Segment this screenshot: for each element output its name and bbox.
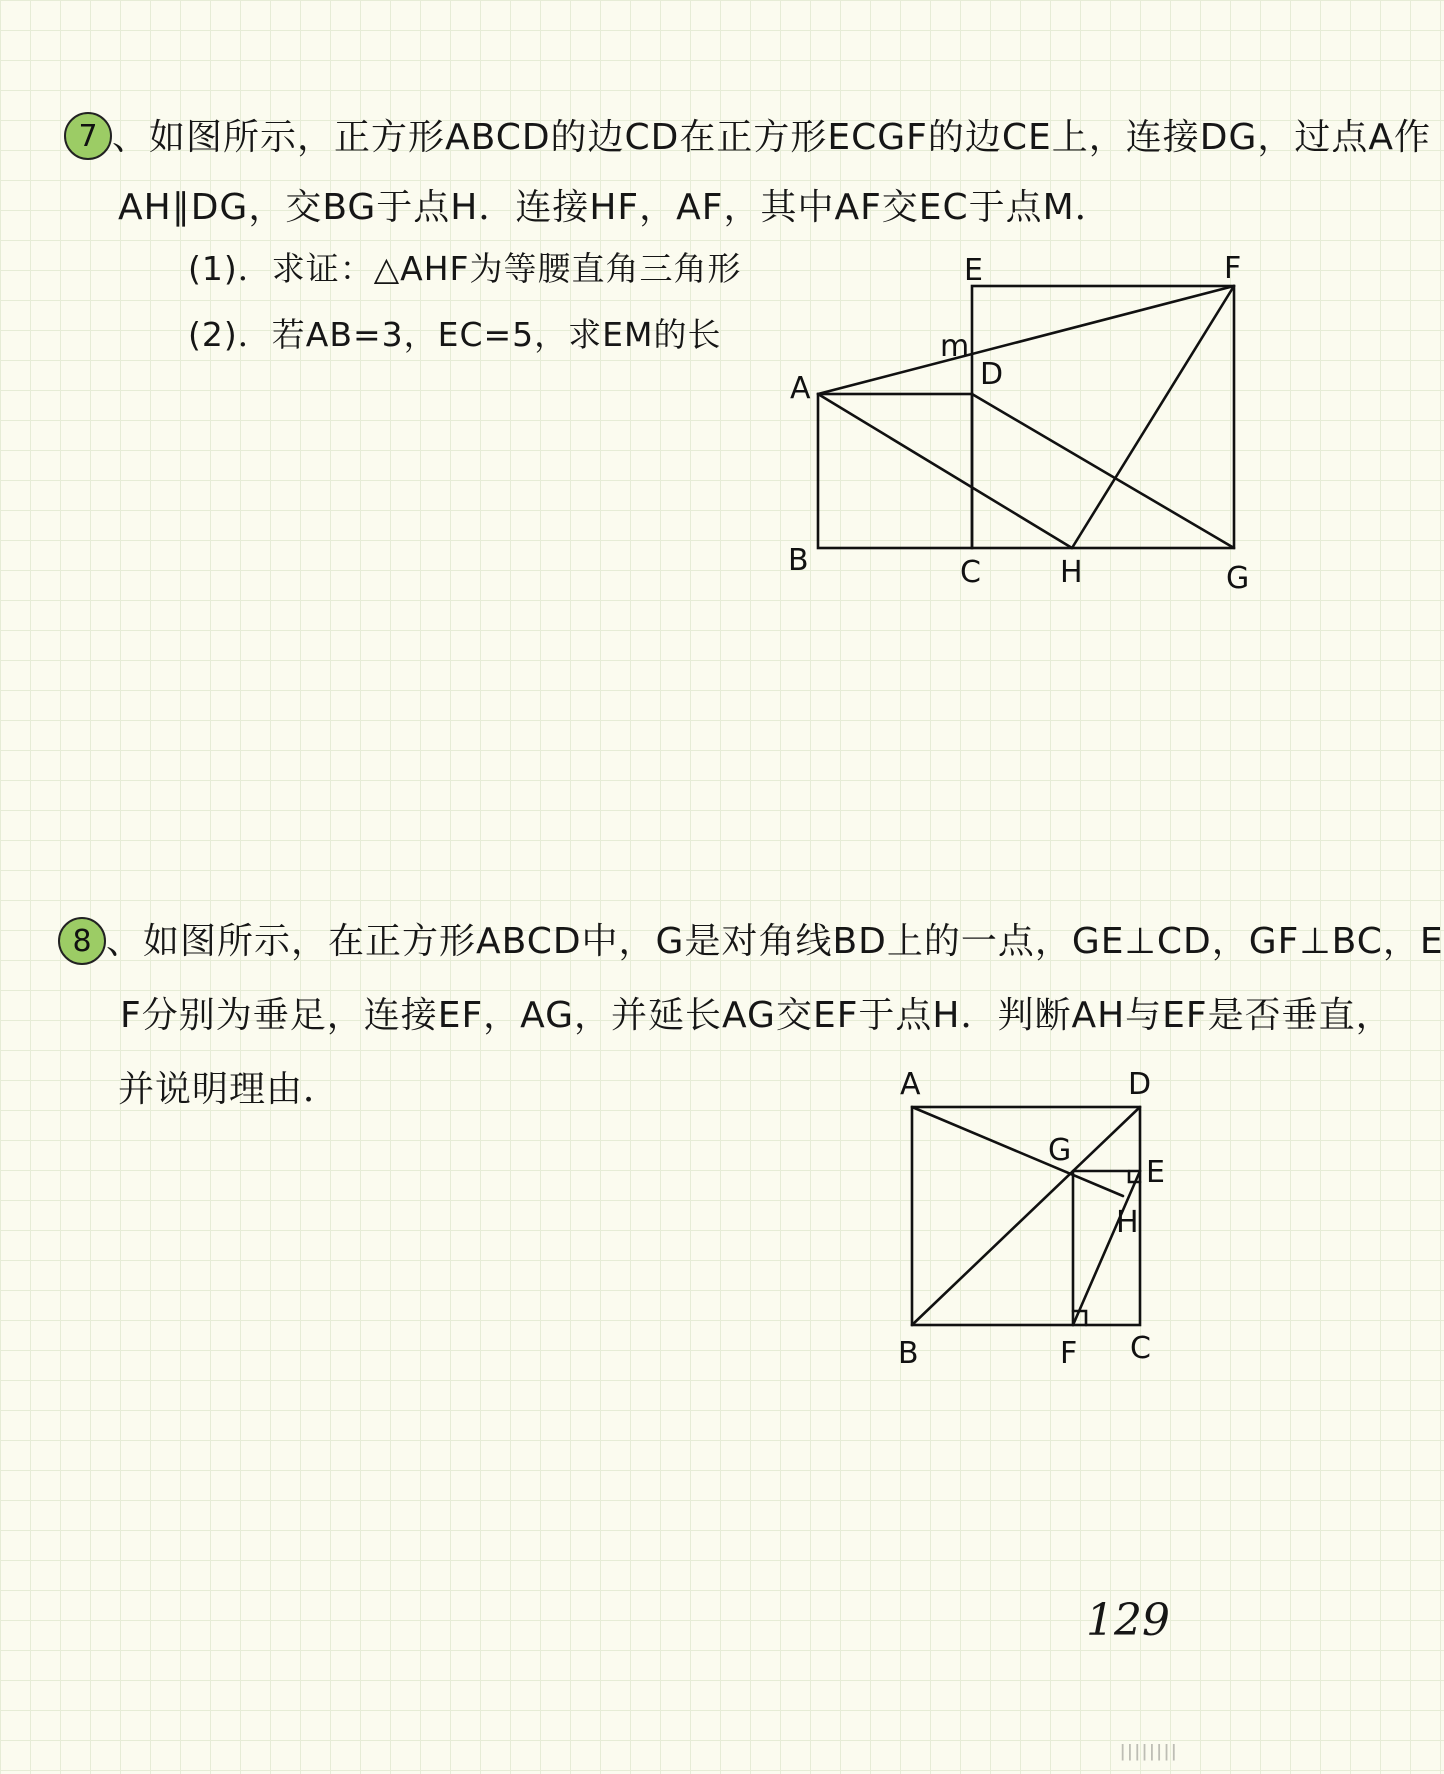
label-d: D xyxy=(1128,1067,1152,1102)
label-e: E xyxy=(964,253,983,288)
problem-number: 8 xyxy=(72,924,92,959)
segment-ef xyxy=(1073,1171,1140,1325)
label-g: G xyxy=(1226,561,1250,596)
problem-text-line: F分别为垂足，连接EF，AG，并延长AG交EF于点H．判断AH与EF是否垂直， xyxy=(120,995,1393,1036)
label-e: E xyxy=(1146,1155,1165,1190)
label-c: C xyxy=(960,555,981,590)
problem-8-figure xyxy=(890,1060,1190,1380)
problem-text-line: 、如图所示，正方形ABCD的边CD在正方形ECGF的边CE上，连接DG，过点A作 xyxy=(112,117,1432,158)
problem-text-line: 、如图所示，在正方形ABCD中，G是对角线BD上的一点，GE⊥CD，GF⊥BC，E xyxy=(106,921,1444,962)
segment-af xyxy=(818,286,1234,394)
label-d: D xyxy=(980,357,1004,392)
problem-number: 7 xyxy=(78,119,98,154)
label-b: B xyxy=(788,543,809,578)
label-a: A xyxy=(900,1067,921,1102)
label-h: H xyxy=(1060,555,1083,590)
segment-ah xyxy=(912,1107,1123,1196)
label-f: F xyxy=(1060,1336,1078,1371)
label-c: C xyxy=(1130,1331,1151,1366)
question-1: (1)．求证：△AHF为等腰直角三角形 xyxy=(188,249,742,288)
label-b: B xyxy=(898,1336,919,1371)
problem-number-badge xyxy=(62,110,114,162)
label-g: G xyxy=(1048,1133,1072,1168)
segment-hf xyxy=(1072,286,1234,548)
problem-7-figure xyxy=(780,251,1250,596)
problem-text-line: AH∥DG，交BG于点H．连接HF，AF，其中AF交EC于点M． xyxy=(118,187,1112,228)
segment-ah xyxy=(818,394,1072,548)
problem-text-line: 并说明理由． xyxy=(118,1069,341,1110)
watermark: ǀǀǀǀǀǀǀǀ xyxy=(1120,1741,1179,1762)
label-a: A xyxy=(790,371,811,406)
question-2: (2)．若AB=3，EC=5，求EM的长 xyxy=(188,315,722,354)
segment-dg xyxy=(972,394,1234,548)
label-m: m xyxy=(940,329,970,364)
square-abcd xyxy=(818,394,972,548)
problem-number-badge xyxy=(56,915,108,967)
label-f: F xyxy=(1224,251,1242,286)
page-number: 129 xyxy=(1086,1595,1170,1646)
label-h: H xyxy=(1116,1205,1139,1240)
diagonal-bd xyxy=(912,1107,1140,1325)
